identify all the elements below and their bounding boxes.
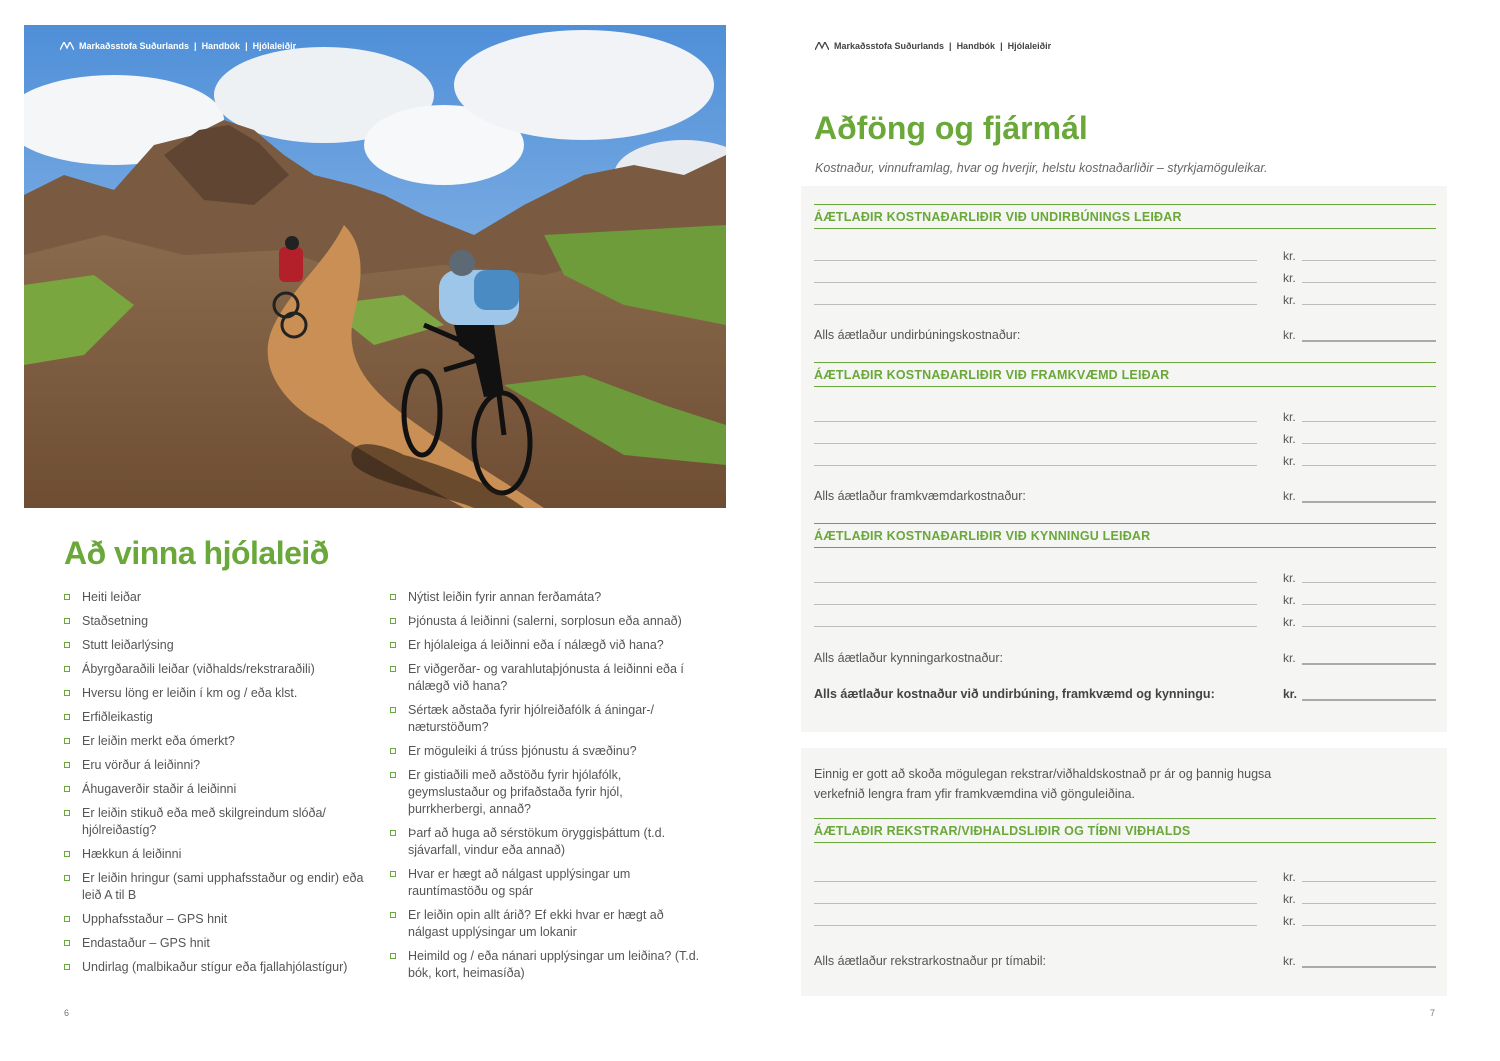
checkbox-icon	[390, 642, 396, 648]
checklist-item: Upphafsstaður – GPS hnit	[64, 911, 384, 928]
checklist-item: Erfiðleikastig	[64, 709, 384, 726]
checklist-item: Er leiðin hringur (sami upphafsstaður og endir) eða leið A til B	[64, 870, 384, 904]
checklist-item: Er leiðin opin allt árið? Ef ekki hvar er hægt að nálgast upplýsingar um lokanir	[390, 907, 700, 941]
checkbox-icon	[390, 871, 396, 877]
running-header-right	[815, 41, 1051, 51]
checkbox-icon	[390, 953, 396, 959]
checkbox-icon	[64, 738, 70, 744]
checkbox-icon	[64, 690, 70, 696]
checklist-item: Ábyrgðaraðili leiðar (viðhalds/rekstraraðili)	[64, 661, 384, 678]
checkbox-icon	[64, 618, 70, 624]
checklist-item: Sértæk aðstaða fyrir hjólreiðafólk á áningar-/ næturstöðum?	[390, 702, 700, 736]
brand-logo-icon	[60, 42, 74, 50]
checklist-item: Hækkun á leiðinni	[64, 846, 384, 863]
checkbox-icon	[64, 916, 70, 922]
checklist-item: Heimild og / eða nánari upplýsingar um leiðina? (T.d. bók, kort, heimasíða)	[390, 948, 700, 982]
page-title: Aðföng og fjármál	[814, 110, 1088, 146]
page-number: 6	[64, 1008, 70, 1018]
section-total: Alls áætlaður kynningarkostnaður: kr.	[814, 647, 1436, 667]
section-total: Alls áætlaður rekstrarkostnaður pr tímabil: kr.	[814, 950, 1436, 970]
header-sep: |	[949, 41, 952, 51]
grand-total-amount-field[interactable]	[1302, 699, 1436, 701]
section-heading: ÁÆTLAÐIR REKSTRAR/VIÐHALDSLIÐIR OG TÍÐNI VIÐHALDS	[814, 818, 1436, 843]
checkbox-icon	[390, 594, 396, 600]
checkbox-icon	[390, 912, 396, 918]
header-section: Handbók	[956, 41, 996, 51]
cost-line[interactable]: kr.	[814, 587, 1436, 607]
checklist-item: Áhugaverðir staðir á leiðinni	[64, 781, 384, 798]
cyclists-photo	[24, 25, 726, 508]
checklist-item: Eru vörður á leiðinni?	[64, 757, 384, 774]
checklist-item: Endastaður – GPS hnit	[64, 935, 384, 952]
section-heading: ÁÆTLAÐIR KOSTNAÐARLIÐIR VIÐ UNDIRBÚNINGS LEIÐAR	[814, 204, 1436, 229]
header-topic: Hjólaleiðir	[252, 41, 297, 51]
checklist-item: Þarf að huga að sérstökum öryggisþáttum (t.d. sjávarfall, vindur eða annað)	[390, 825, 700, 859]
checkbox-icon	[64, 851, 70, 857]
total-amount-field[interactable]	[1302, 966, 1436, 968]
checklist-item: Er hjólaleiga á leiðinni eða í nálægð við hana?	[390, 637, 700, 654]
checkbox-icon	[64, 594, 70, 600]
cost-line[interactable]: kr.	[814, 404, 1436, 424]
checkbox-icon	[64, 714, 70, 720]
checkbox-icon	[390, 830, 396, 836]
checkbox-icon	[390, 748, 396, 754]
header-topic: Hjólaleiðir	[1007, 41, 1052, 51]
cost-line[interactable]: kr.	[814, 864, 1436, 884]
checkbox-icon	[390, 618, 396, 624]
checklist-column-1	[64, 589, 384, 983]
checklist-item: Er möguleiki á trúss þjónustu á svæðinu?	[390, 743, 700, 760]
checkbox-icon	[64, 762, 70, 768]
checkbox-icon	[64, 964, 70, 970]
checklist-column-2	[390, 589, 700, 989]
cost-line[interactable]: kr.	[814, 287, 1436, 307]
checklist-item: Heiti leiðar	[64, 589, 384, 606]
checkbox-icon	[64, 786, 70, 792]
section-heading: ÁÆTLAÐIR KOSTNAÐARLIÐIR VIÐ KYNNINGU LEIÐAR	[814, 523, 1436, 548]
cost-line[interactable]: kr.	[814, 908, 1436, 928]
cost-line[interactable]: kr.	[814, 448, 1436, 468]
checkbox-icon	[64, 875, 70, 881]
checkbox-icon	[390, 707, 396, 713]
section-heading: ÁÆTLAÐIR KOSTNAÐARLIÐIR VIÐ FRAMKVÆMD LEIÐAR	[814, 362, 1436, 387]
cost-line[interactable]: kr.	[814, 886, 1436, 906]
page-number: 7	[1430, 1008, 1436, 1018]
checkbox-icon	[390, 666, 396, 672]
header-sep: |	[194, 41, 197, 51]
checklist-item: Er gistiaðili með aðstöðu fyrir hjólafólk, geymslustaður og þrifaðstaða fyrir hjól, þurrkherbergi, annað?	[390, 767, 700, 818]
checklist-item: Undirlag (malbikaður stígur eða fjallahjólastígur)	[64, 959, 384, 976]
checklist-item: Hversu löng er leiðin í km og / eða klst.	[64, 685, 384, 702]
cost-line[interactable]: kr.	[814, 265, 1436, 285]
page-title: Að vinna hjólaleið	[64, 535, 329, 571]
cost-line[interactable]: kr.	[814, 609, 1436, 629]
cost-line[interactable]: kr.	[814, 426, 1436, 446]
checklist-item: Er leiðin stikuð eða með skilgreindum slóða/ hjólreiðastíg?	[64, 805, 384, 839]
brand-logo-icon	[815, 42, 829, 50]
checkbox-icon	[64, 810, 70, 816]
checklist-item: Er viðgerðar- og varahlutaþjónusta á leiðinni eða í nálægð við hana?	[390, 661, 700, 695]
running-header-left	[60, 41, 296, 51]
cost-form-panel	[801, 186, 1447, 732]
header-brand: Markaðsstofa Suðurlands	[79, 41, 190, 51]
section-total: Alls áætlaður undirbúningskostnaður: kr.	[814, 324, 1436, 344]
checklist-item: Þjónusta á leiðinni (salerni, sorplosun eða annað)	[390, 613, 700, 630]
checkbox-icon	[390, 772, 396, 778]
grand-total: Alls áætlaður kostnaður við undirbúning, framkvæmd og kynningu: kr.	[814, 683, 1436, 703]
checklist-item: Hvar er hægt að nálgast upplýsingar um rauntímastöðu og spár	[390, 866, 700, 900]
header-sep: |	[1000, 41, 1003, 51]
cost-line[interactable]: kr.	[814, 243, 1436, 263]
header-brand: Markaðsstofa Suðurlands	[834, 41, 945, 51]
checkbox-icon	[64, 940, 70, 946]
checklist-item: Er leiðin merkt eða ómerkt?	[64, 733, 384, 750]
section-total: Alls áætlaður framkvæmdarkostnaður: kr.	[814, 485, 1436, 505]
total-amount-field[interactable]	[1302, 501, 1436, 503]
maintenance-panel	[801, 748, 1447, 996]
checklist-item: Staðsetning	[64, 613, 384, 630]
checkbox-icon	[64, 642, 70, 648]
checklist-item: Stutt leiðarlýsing	[64, 637, 384, 654]
cost-line[interactable]: kr.	[814, 565, 1436, 585]
header-sep: |	[245, 41, 248, 51]
total-amount-field[interactable]	[1302, 340, 1436, 342]
checkbox-icon	[64, 666, 70, 672]
maintenance-intro: Einnig er gott að skoða mögulegan rekstrar/viðhaldskostnað pr ár og þannig hugsa verkefnið lengra fram yfir framkvæmdina við gönguleiðina.	[814, 767, 1272, 801]
checklist-item: Nýtist leiðin fyrir annan ferðamáta?	[390, 589, 700, 606]
total-amount-field[interactable]	[1302, 663, 1436, 665]
header-section: Handbók	[201, 41, 241, 51]
page-subtitle: Kostnaður, vinnuframlag, hvar og hverjir, helstu kostnaðarliðir – styrkjamöguleikar.	[815, 161, 1268, 175]
